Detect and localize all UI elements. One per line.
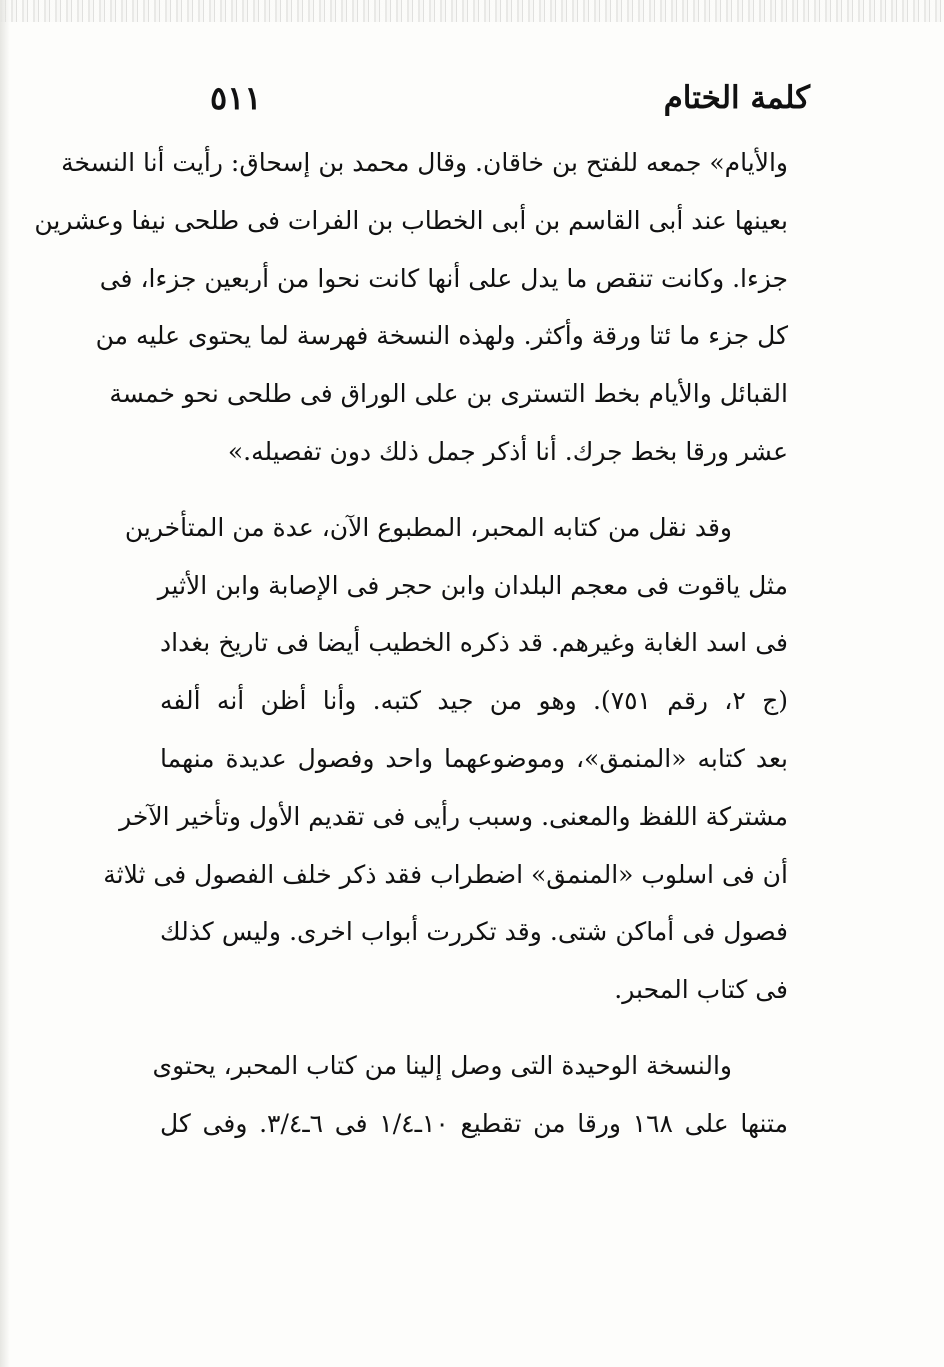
text-line: فى كتاب المحبر. <box>614 975 788 1005</box>
scan-margin-shadow <box>0 0 10 1367</box>
text-line: مشتركة اللفظ والمعنى. وسبب رأيى فى تقديم الأول وتأخير الآخر <box>119 801 788 831</box>
text-line: مثل ياقوت فى معجم البلدان وابن حجر فى الإصابة وابن الأثير <box>157 570 788 600</box>
paragraph-gap <box>160 481 788 499</box>
text-line: (ج ٢، رقم ٧٥١). وهو من جيد كتبه. وأنا أظن أنه ألفه <box>160 686 789 716</box>
running-title: كلمة الختام <box>663 80 810 116</box>
text-line: فصول فى أماكن شتى. وقد تكررت أبواب اخرى. وليس كذلك <box>160 917 788 947</box>
page-header <box>210 76 810 124</box>
page-number: ٥١١ <box>210 79 262 117</box>
text-line: عشر ورقا بخط جرك. أنا أذكر جمل ذلك دون تفصيله.» <box>227 436 788 466</box>
text-line: فى اسد الغابة وغيرهم. قد ذكره الخطيب أيضا فى تاريخ بغداد <box>160 628 788 658</box>
text-line: متنها على ١٦٨ ورقا من تقطيع ١٠ـ١/٤ فى ٦ـ٣/٤. وفى كل <box>160 1108 788 1138</box>
text-line: وقد نقل من كتابه المحبر، المطبوع الآن، عدة من المتأخرين <box>124 512 732 542</box>
paragraph-gap <box>160 1019 788 1037</box>
text-line: كل جزء ما ئتا ورقة وأكثر. ولهذه النسخة فهرسة لما يحتوى عليه من <box>95 321 788 351</box>
text-line: بعينها عند أبى القاسم بن أبى الخطاب بن الفرات فى طلحى نيفا وعشرين <box>34 205 788 235</box>
text-line: القبائل والأيام بخط التسترى بن على الوراق فى طلحى نحو خمسة <box>109 379 788 409</box>
text-line: بعد كتابه «المنمق»، وموضوعهما واحد وفصول عديدة منهما <box>160 743 788 773</box>
scan-edge-noise <box>0 0 944 22</box>
body-text <box>34 134 789 1153</box>
text-line: جزءا. وكانت تنقص ما يدل على أنها كانت نحوا من أربعين جزءا، فى <box>99 263 788 293</box>
text-line: أن فى اسلوب «المنمق» اضطراب فقد ذكر خلف الفصول فى ثلاثة <box>103 859 788 889</box>
text-line: والنسخة الوحيدة التى وصل إلينا من كتاب المحبر، يحتوى <box>152 1050 732 1080</box>
text-line: والأيام» جمعه للفتح بن خاقان. وقال محمد بن إسحاق: رأيت أنا النسخة <box>61 148 788 177</box>
